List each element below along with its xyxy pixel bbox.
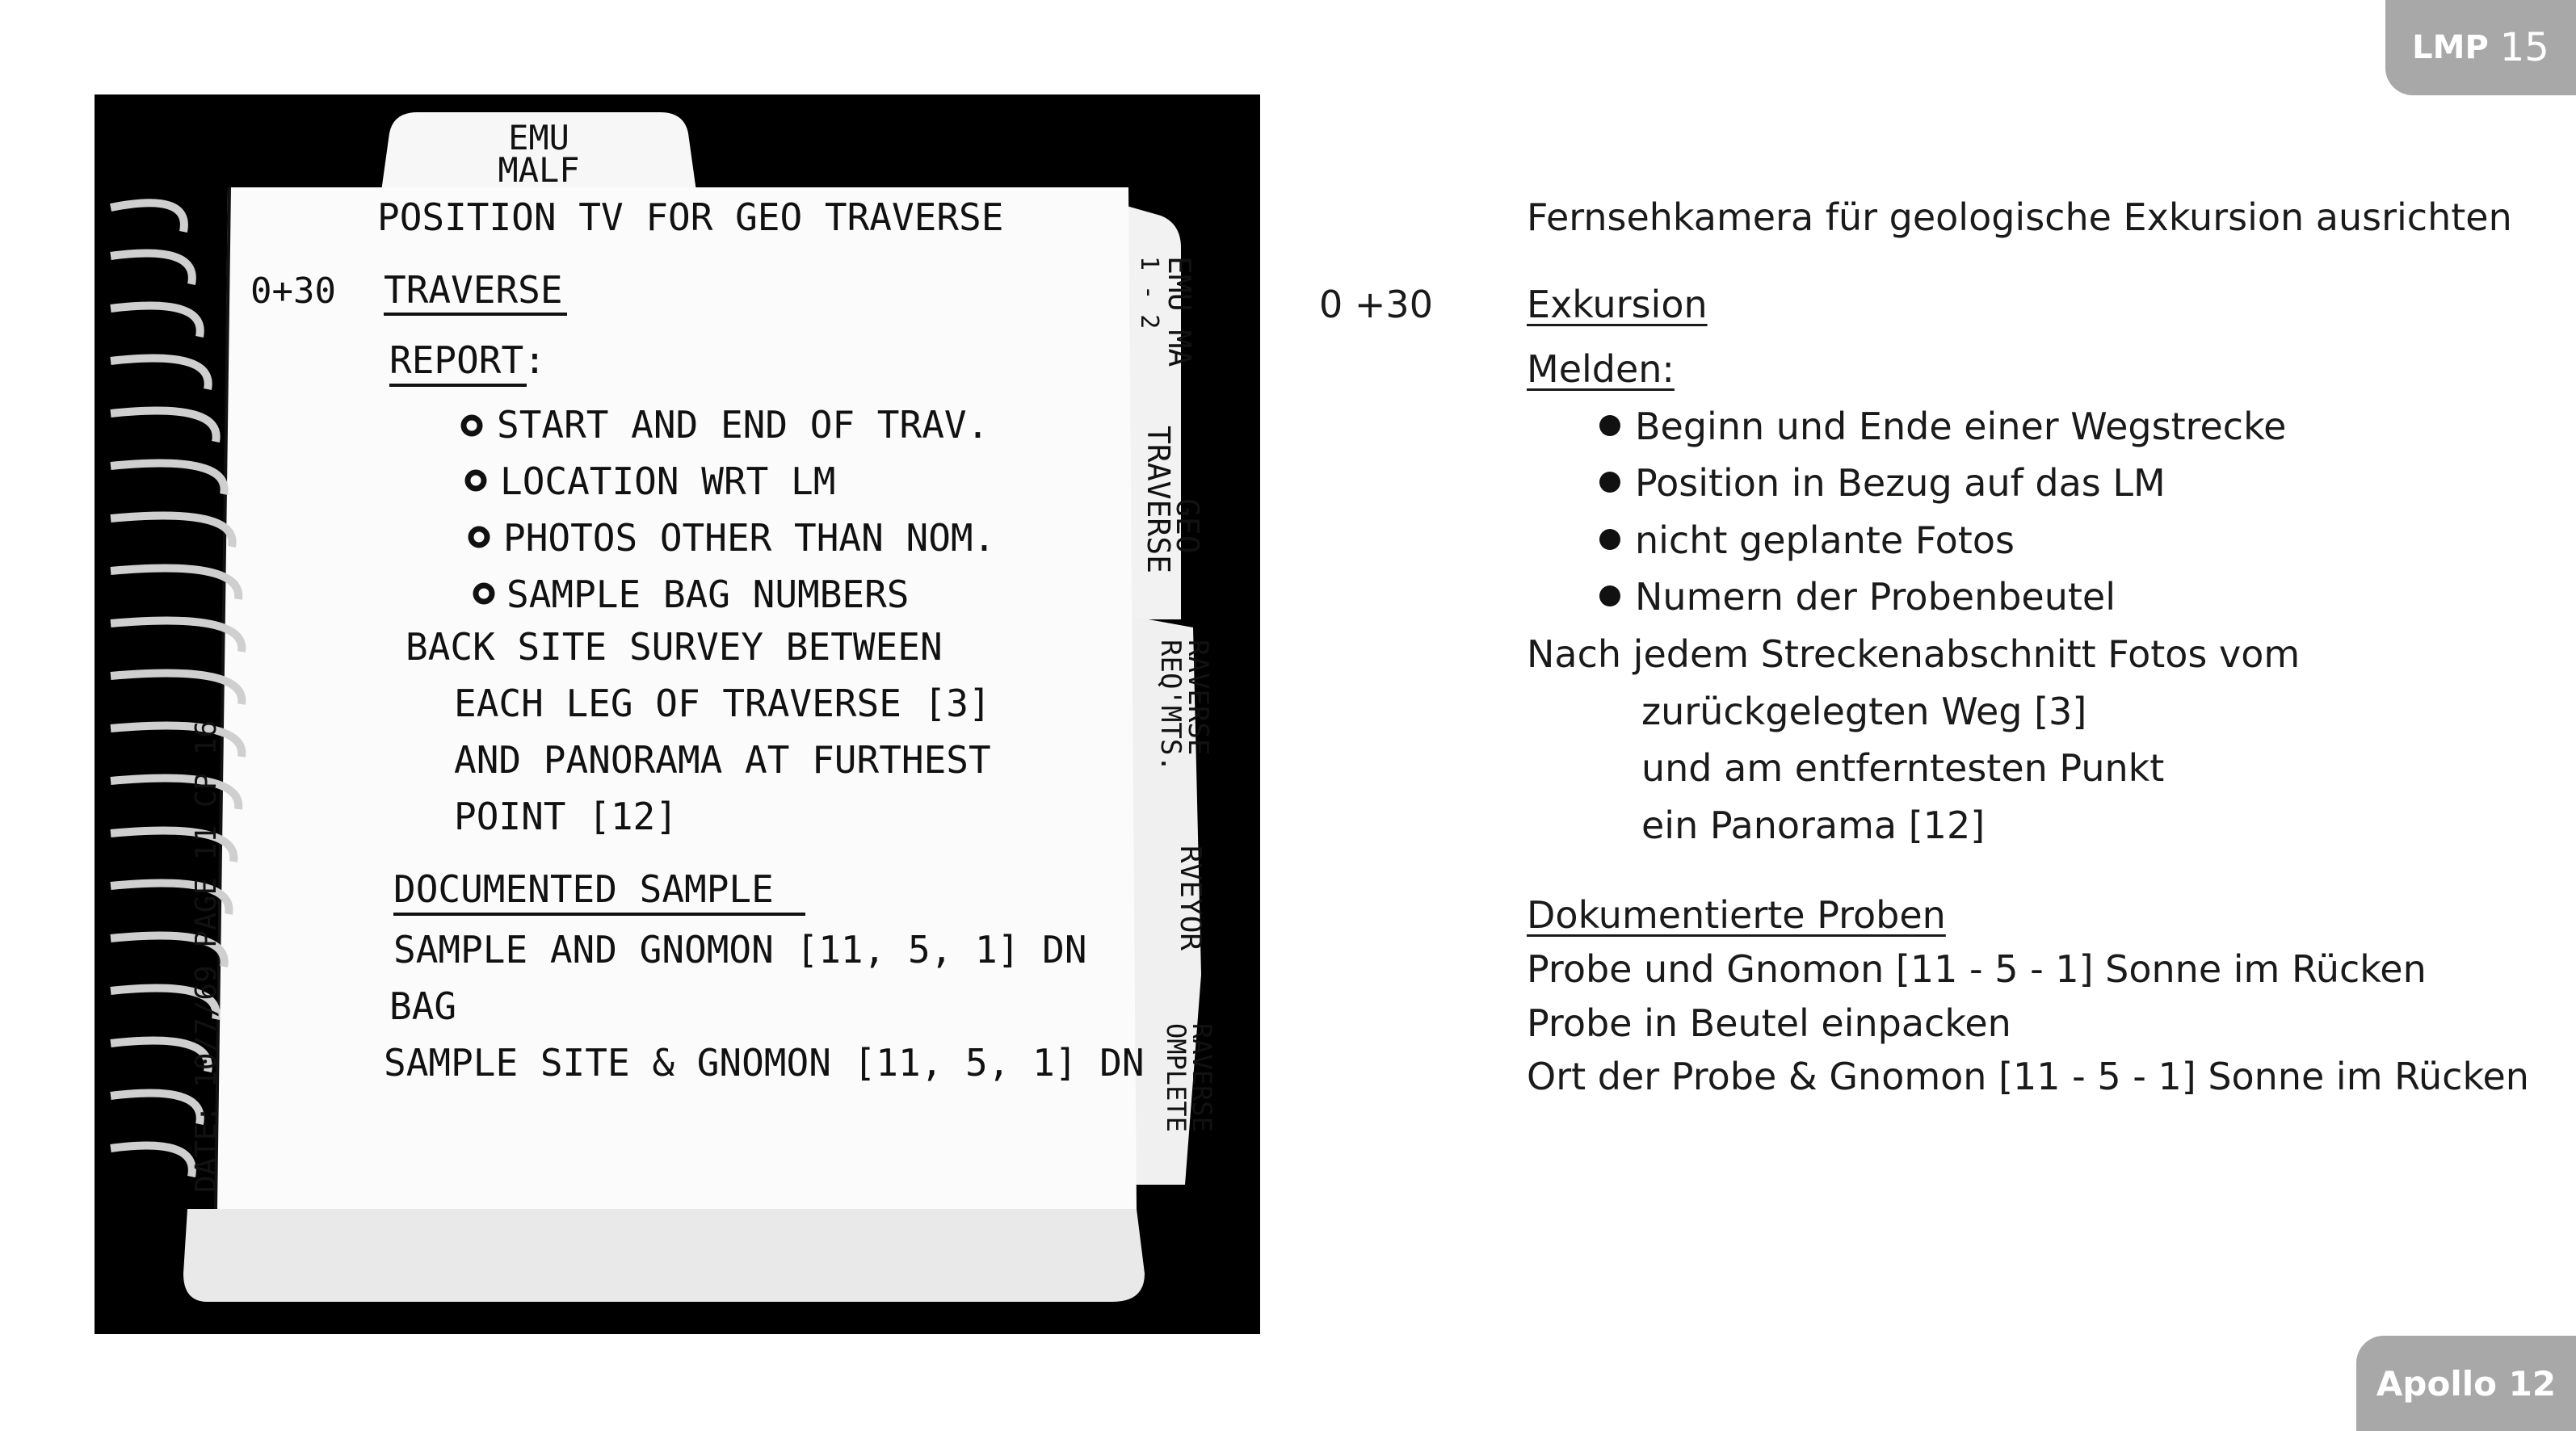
scan-line: BAG <box>389 984 457 1028</box>
side-tab-label <box>1161 1023 1217 1132</box>
svg-text:RVEYOR: RVEYOR <box>1174 846 1207 951</box>
page-number: 15 <box>2499 25 2549 70</box>
svg-text:RAVERSE: RAVERSE <box>1187 1023 1217 1132</box>
translation-time: 0 +30 <box>1319 283 1433 326</box>
scan-line: REPORT: <box>389 338 546 382</box>
scan-line: SAMPLE BAG NUMBERS <box>506 573 910 616</box>
translation-sample-line: Probe und Gnomon [11 - 5 - 1] Sonne im Rücken <box>1527 947 2427 991</box>
scan-line: LOCATION WRT LM <box>500 460 836 503</box>
top-tab-line: EMU <box>508 118 569 157</box>
translation-bullet: nicht geplante Fotos <box>1599 522 2015 559</box>
translation-sample-line: Probe in Beutel einpacken <box>1527 1001 2011 1045</box>
role-label: LMP <box>2412 29 2489 66</box>
page-tab <box>2385 0 2576 95</box>
scan-line: BACK SITE SURVEY BETWEEN <box>406 625 943 669</box>
side-tab-label <box>1141 426 1205 573</box>
svg-text:GEO: GEO <box>1170 498 1205 554</box>
top-tab-line: MALF <box>498 150 580 190</box>
mission-tab <box>2356 1336 2576 1431</box>
scan-line: POINT [12] <box>454 795 678 838</box>
scan-time: 0+30 <box>250 271 336 312</box>
mission-label: Apollo 12 <box>2376 1363 2557 1404</box>
svg-text:RAVERSE: RAVERSE <box>1182 640 1214 756</box>
translation-bullet: Position in Bezug auf das LM <box>1599 464 2166 501</box>
svg-text:OMPLETE: OMPLETE <box>1161 1023 1191 1132</box>
scan-line: START AND END OF TRAV. <box>497 403 990 447</box>
translation-report: Melden: <box>1527 347 1675 391</box>
lower-page-edge <box>183 1209 1145 1302</box>
margin-note: DATE: 10/7/69 PAGE 11 CP 16 <box>190 720 223 1193</box>
scan-line: PHOTOS OTHER THAN NOM. <box>503 516 996 560</box>
side-tab-label <box>1154 640 1214 772</box>
scan-line: SAMPLE AND GNOMON [11, 5, 1] DN <box>393 928 1087 971</box>
translation-survey-line: Nach jedem Streckenabschnitt Fotos vom <box>1527 632 2301 676</box>
side-tab-label <box>1174 846 1207 951</box>
svg-text:TRAVERSE: TRAVERSE <box>1141 426 1176 574</box>
translation-survey-line: ein Panorama [12] <box>1641 804 1986 847</box>
scan-line: POSITION TV FOR GEO TRAVERSE <box>377 195 1004 239</box>
translation-traverse: Exkursion <box>1527 283 1708 326</box>
scan-line: SAMPLE SITE & GNOMON [11, 5, 1] DN <box>384 1041 1145 1085</box>
svg-text:EMU MA: EMU MA <box>1162 256 1197 367</box>
scan-line: DOCUMENTED SAMPLE <box>393 867 774 911</box>
translation-bullet: Numern der Probenbeutel <box>1599 578 2116 615</box>
translation-documented: Dokumentierte Proben <box>1527 893 1946 937</box>
checklist-scan-drawing <box>95 94 1260 1334</box>
scan-line: AND PANORAMA AT FURTHEST <box>454 738 991 782</box>
translation-survey-line: und am entferntesten Punkt <box>1641 746 2165 790</box>
scan-line: TRAVERSE <box>384 268 563 312</box>
svg-text:1 - 2: 1 - 2 <box>1135 256 1163 329</box>
scan-line: EACH LEG OF TRAVERSE [3] <box>454 682 991 725</box>
svg-text:REQ'MTS.: REQ'MTS. <box>1154 640 1187 772</box>
translation-bullet: Beginn und Ende einer Wegstrecke <box>1599 408 2286 445</box>
translation-survey-line: zurückgelegten Weg [3] <box>1641 690 2087 733</box>
translation-sample-line: Ort der Probe & Gnomon [11 - 5 - 1] Sonne im Rücken <box>1527 1055 2529 1098</box>
translation-title: Fernsehkamera für geologische Exkursion ausrichten <box>1527 195 2512 239</box>
checklist-scan <box>95 94 1260 1334</box>
